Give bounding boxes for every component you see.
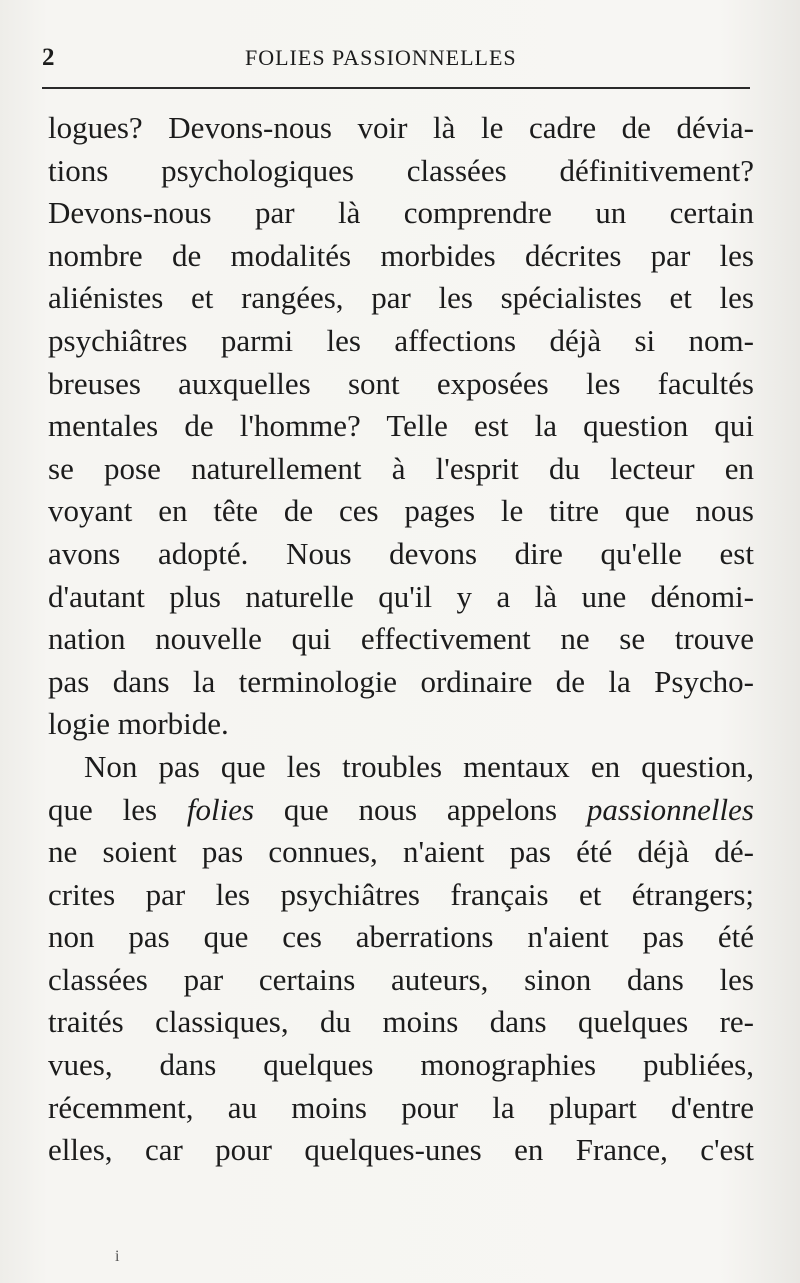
running-title: FOLIES PASSIONNELLES: [245, 45, 517, 70]
text-line: voyant en tête de ces pages le titre que nous: [48, 493, 754, 529]
text-line: tions psychologiques classées définitivement?: [48, 152, 754, 188]
text-line: pas dans la terminologie ordinaire de la Psycho-: [48, 663, 754, 699]
signature-mark: i: [115, 1248, 120, 1265]
text-line: logie morbide.: [48, 706, 229, 742]
text-line: crites par les psychiâtres français et étrangers;: [48, 876, 754, 912]
text-line: Non pas que les troubles mentaux en question,: [84, 748, 754, 784]
text-segment: que les: [48, 791, 187, 827]
text-line: elles, car pour quelques-unes en France, c'est: [48, 1132, 754, 1168]
text-line: non pas que ces aberrations n'aient pas été: [48, 919, 754, 955]
text-line: nation nouvelle qui effectivement ne se trouve: [48, 621, 754, 657]
paragraph-2: [48, 746, 754, 1172]
text-line: se pose naturellement à l'esprit du lecteur en: [48, 450, 754, 486]
text-line: vues, dans quelques monographies publiées,: [48, 1047, 754, 1083]
page-header: [40, 36, 752, 76]
text-line: traités classiques, du moins dans quelques re-: [48, 1004, 754, 1040]
text-line: nombre de modalités morbides décrites par les: [48, 237, 754, 273]
header-rule: [42, 87, 750, 89]
text-line: logues? Devons-nous voir là le cadre de dévia-: [48, 110, 754, 145]
text-line: avons adopté. Nous devons dire qu'elle est: [48, 535, 754, 571]
italic-word-folies: folies: [186, 791, 255, 827]
text-segment: que nous appelons: [254, 791, 587, 827]
text-line: classées par certains auteurs, sinon dans les: [48, 961, 754, 997]
text-line-with-italics: [48, 789, 754, 832]
page-number: 2: [42, 44, 55, 71]
text-line: aliénistes et rangées, par les spécialistes et les: [48, 280, 754, 316]
paragraph-1: [48, 107, 754, 746]
body-text: [48, 107, 754, 1172]
italic-word-passionnelles: passionnelles: [586, 791, 754, 827]
text-line: ne soient pas connues, n'aient pas été déjà dé-: [48, 834, 754, 870]
text-line: breuses auxquelles sont exposées les facultés: [48, 365, 754, 401]
text-line: récemment, au moins pour la plupart d'entre: [48, 1089, 754, 1125]
text-line: mentales de l'homme? Telle est la question qui: [48, 408, 754, 444]
text-line: d'autant plus naturelle qu'il y a là une dénomi-: [48, 578, 754, 614]
text-line: psychiâtres parmi les affections déjà si nom-: [48, 322, 754, 358]
text-line: Devons-nous par là comprendre un certain: [48, 195, 754, 231]
